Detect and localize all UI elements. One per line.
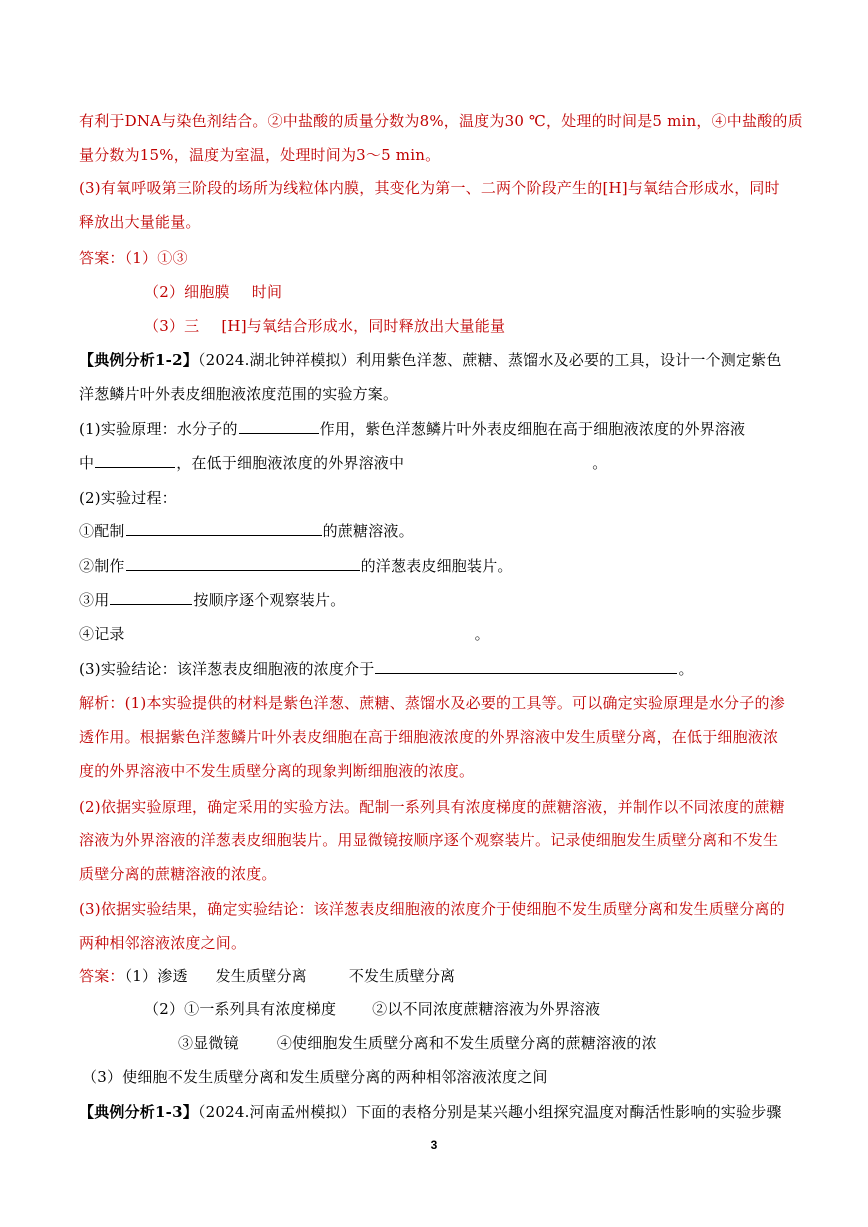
fill-blank bbox=[375, 659, 677, 674]
answer-text: 时间 bbox=[251, 283, 283, 301]
answer-text: （1）渗透 bbox=[124, 967, 188, 985]
analysis-line: 溶液为外界溶液的洋葱表皮细胞装片。用显微镜按顺序逐个观察装片。记录使细胞发生质壁分离和不发生 bbox=[79, 831, 779, 849]
analysis-line: 两种相邻溶液浓度之间。 bbox=[79, 934, 247, 952]
answer-line bbox=[144, 282, 282, 302]
question-text: 。 bbox=[678, 660, 694, 678]
answer-line bbox=[79, 966, 455, 986]
question-line bbox=[79, 453, 607, 473]
question-text: 中 bbox=[79, 454, 95, 472]
question-text: ，在低于细胞液浓度的外界溶液中 bbox=[176, 454, 405, 472]
answer-text: [H]与氧结合形成水，同时释放出大量能量 bbox=[221, 317, 506, 335]
question-text: ①配制 bbox=[79, 522, 125, 540]
analysis-line: 释放出大量能量。 bbox=[79, 213, 201, 231]
answer-label: 答案： bbox=[79, 967, 125, 985]
question-line bbox=[79, 659, 694, 679]
question-text: （2024.湖北钟祥模拟）利用紫色洋葱、蔗糖、蒸馏水及必要的工具，设计一个测定紫色 bbox=[197, 351, 782, 369]
answer-text: 发生质壁分离 bbox=[215, 967, 307, 985]
analysis-line: 透作用。根据紫色洋葱鳞片叶外表皮细胞在高于细胞液浓度的外界溶液中发生质壁分离，在低于细胞液浓 bbox=[79, 728, 779, 746]
answer-text: ④使细胞发生质壁分离和不发生质壁分离的蔗糖溶液的浓 bbox=[276, 1034, 657, 1052]
question-text: (3)实验结论：该洋葱表皮细胞液的浓度介于 bbox=[79, 660, 375, 678]
question-text: 的洋葱表皮细胞装片。 bbox=[360, 557, 513, 575]
answer-text: ②以不同浓度蔗糖溶液为外界溶液 bbox=[372, 1000, 601, 1018]
answer-label: 答案： bbox=[79, 249, 125, 267]
fill-blank bbox=[126, 521, 322, 536]
question-text: ②制作 bbox=[79, 557, 125, 575]
question-line: 洋葱鳞片叶外表皮细胞液浓度范围的实验方案。 bbox=[79, 385, 399, 403]
question-text: (1)实验原理：水分子的 bbox=[79, 420, 238, 438]
answer-line bbox=[144, 999, 600, 1019]
analysis-line: (2)依据实验原理，确定采用的实验方法。配制一系列具有浓度梯度的蔗糖溶液，并制作以不同浓度的蔗糖 bbox=[79, 798, 785, 816]
example-tag: 【典例分析1-3】 bbox=[79, 1103, 198, 1121]
analysis-line: 解析：(1)本实验提供的材料是紫色洋葱、蔗糖、蒸馏水及必要的工具等。可以确定实验原理是水分子的渗 bbox=[79, 694, 785, 712]
answer-text: ③显微镜 bbox=[178, 1034, 239, 1052]
answer-line bbox=[144, 316, 505, 336]
answer-text: （2）①一系列具有浓度梯度 bbox=[144, 1000, 337, 1018]
question-text: ③用 bbox=[79, 591, 110, 609]
fill-blank bbox=[126, 556, 360, 571]
question-text: 。 bbox=[592, 454, 608, 472]
fill-blank bbox=[110, 590, 192, 605]
question-text: 。 bbox=[474, 625, 490, 643]
question-text: 按顺序逐个观察装片。 bbox=[193, 591, 346, 609]
question-text: 的蔗糖溶液。 bbox=[322, 522, 414, 540]
analysis-line: 质壁分离的蔗糖溶液的浓度。 bbox=[79, 865, 277, 883]
question-line bbox=[79, 350, 782, 370]
fill-blank bbox=[239, 419, 319, 434]
question-text: 作用，紫色洋葱鳞片叶外表皮细胞在高于细胞液浓度的外界溶液 bbox=[319, 420, 746, 438]
question-line bbox=[79, 419, 745, 439]
answer-text: 不发生质壁分离 bbox=[348, 967, 456, 985]
question-line bbox=[79, 590, 345, 610]
answer-text: （3）三 bbox=[144, 317, 200, 335]
fill-blank bbox=[95, 453, 175, 468]
answer-line bbox=[79, 248, 188, 268]
analysis-line: 度的外界溶液中不发生质壁分离的现象判断细胞液的浓度。 bbox=[79, 762, 475, 780]
analysis-line: 有利于DNA与染色剂结合。②中盐酸的质量分数为8%，温度为30 ℃，处理的时间是5 min，④中盐酸的质 bbox=[79, 112, 803, 130]
question-line: (2)实验过程： bbox=[79, 489, 177, 507]
question-line bbox=[79, 556, 513, 576]
analysis-line: 量分数为15%，温度为室温，处理时间为3～5 min。 bbox=[79, 146, 441, 164]
question-text: ④记录 bbox=[79, 625, 125, 643]
answer-line: （3）使细胞不发生质壁分离和发生质壁分离的两种相邻溶液浓度之间 bbox=[82, 1068, 548, 1086]
analysis-line: (3)依据实验结果，确定实验结论：该洋葱表皮细胞液的浓度介于使细胞不发生质壁分离和发生质壁分离的 bbox=[79, 900, 785, 918]
answer-line bbox=[178, 1033, 657, 1053]
example-tag: 【典例分析1-2】 bbox=[79, 351, 198, 369]
question-text: （2024.河南孟州模拟）下面的表格分别是某兴趣小组探究温度对酶活性影响的实验步骤 bbox=[197, 1103, 782, 1121]
question-line bbox=[79, 624, 490, 644]
answer-text: （2）细胞膜 bbox=[144, 283, 230, 301]
analysis-line: (3)有氧呼吸第三阶段的场所为线粒体内膜，其变化为第一、二两个阶段产生的[H]与氧结合形成水，同时 bbox=[79, 179, 780, 197]
question-line bbox=[79, 1102, 782, 1122]
answer-text: （1）①③ bbox=[124, 249, 188, 267]
question-line bbox=[79, 521, 414, 541]
page-number: 3 bbox=[430, 1138, 438, 1152]
